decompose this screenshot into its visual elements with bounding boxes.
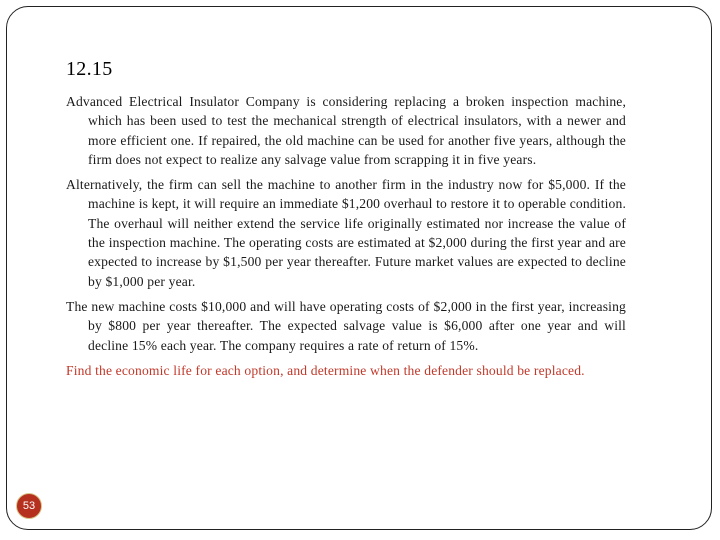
slide-body <box>66 92 626 386</box>
paragraph-old-machine: Advanced Electrical Insulator Company is considering replacing a broken inspection machine, which has been used to test the mechanical strength of electrical insulators, with a newer and more efficient one. If repaired, the old machine can be used for another five years, although the firm does not expect to realize any salvage value from scrapping it in five years. <box>66 94 626 167</box>
paragraph-alternative: Alternatively, the firm can sell the machine to another firm in the industry now for $5,000. If the machine is kept, it will require an immediate $1,200 overhaul to restore it to operable condition. The overhaul will neither extend the service life originally estimated nor increase the value of the inspection machine. The operating costs are estimated at $2,000 during the first year and are expected to increase by $1,500 per year thereafter. Future market values are expected to decline by $1,000 per year. <box>66 177 626 289</box>
question-text: Find the economic life for each option, and determine when the defender should be replaced. <box>66 362 585 378</box>
paragraph-new-machine: The new machine costs $10,000 and will have operating costs of $2,000 in the first year, increasing by $800 per year thereafter. The expected salvage value is $6,000 after one year and will decline 15% each year. The company requires a rate of return of 15%. <box>66 298 626 353</box>
slide-title: 12.15 <box>66 58 113 80</box>
page-number-badge <box>16 493 42 519</box>
page-number: 53 <box>22 500 36 512</box>
